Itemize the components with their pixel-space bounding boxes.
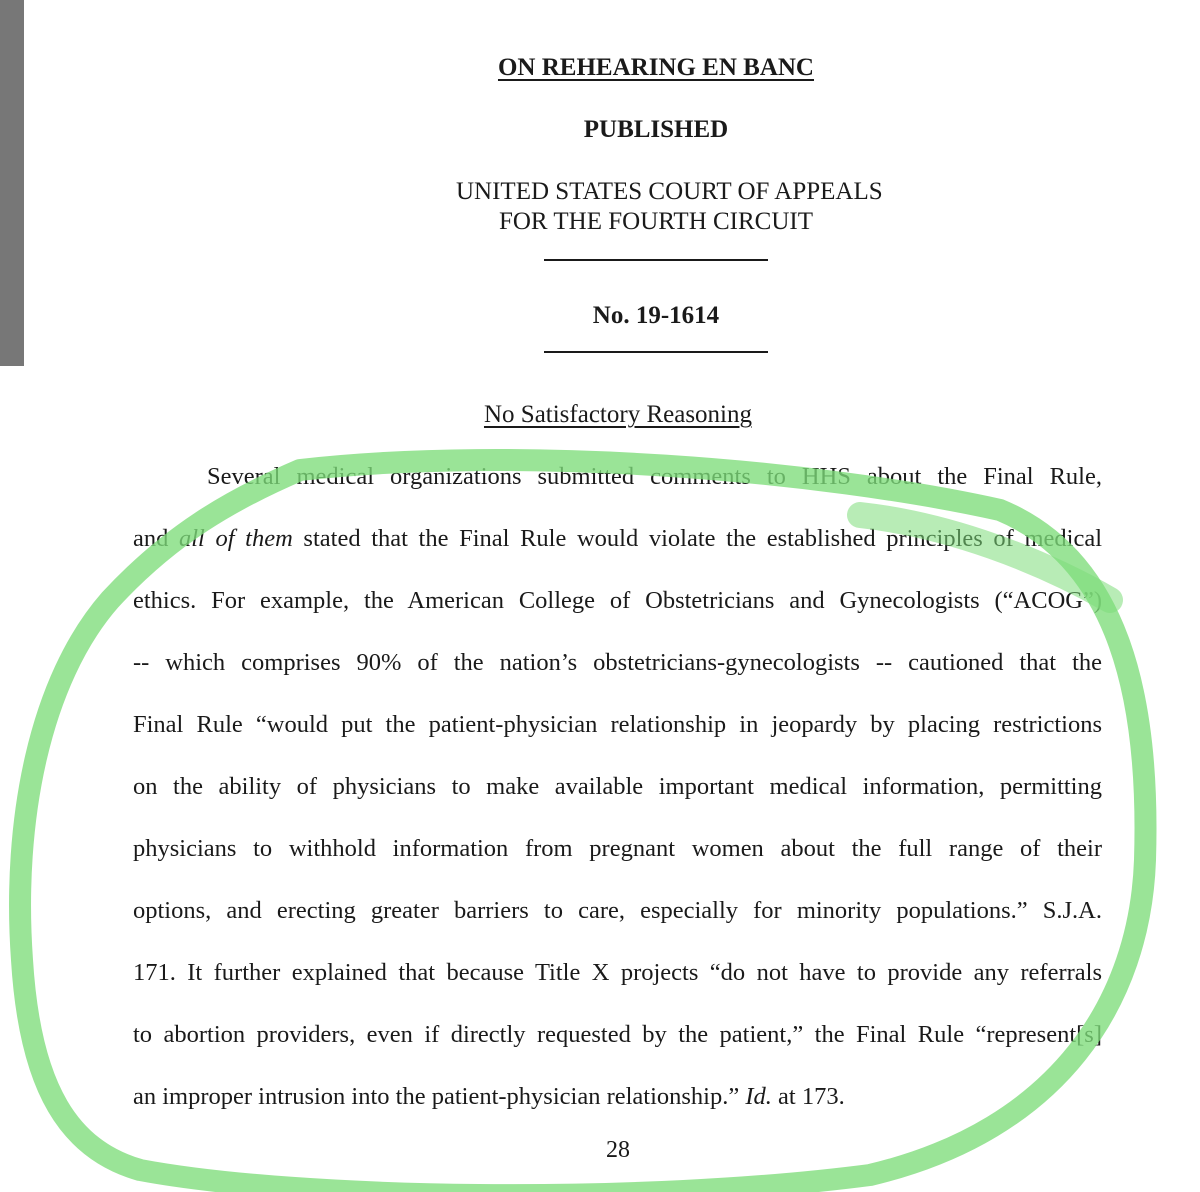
court-name-line2: FOR THE FOURTH CIRCUIT	[498, 208, 814, 235]
paragraph-line: ethics. For example, the American College of Obstetricians and Gynecologists (“ACOG”)	[133, 587, 1102, 614]
paragraph-line: on the ability of physicians to make available important medical information, permitting	[133, 773, 1102, 800]
case-caption	[0, 0, 1200, 370]
caption-divider-bottom	[544, 351, 768, 353]
paragraph-line: 171. It further explained that because Title X projects “do not have to provide any referrals	[133, 959, 1102, 986]
paragraph-line: -- which comprises 90% of the nation’s obstetricians-gynecologists -- cautioned that the	[133, 649, 1102, 676]
caption-divider-top	[544, 259, 768, 261]
page-number: 28	[606, 1137, 630, 1163]
italic-emphasis: Id.	[745, 1083, 772, 1110]
paragraph-line: and all of them stated that the Final Rule would violate the established principles of medical	[133, 525, 1103, 552]
paragraph-line: Final Rule “would put the patient-physician relationship in jeopardy by placing restrictions	[133, 711, 1102, 738]
paragraph-line: an improper intrusion into the patient-physician relationship.” Id. at 173.	[133, 1083, 845, 1110]
italic-emphasis: all of them	[179, 525, 293, 552]
paragraph-line: Several medical organizations submitted comments to HHS about the Final Rule,	[207, 463, 1102, 490]
court-name-line1: UNITED STATES COURT OF APPEALS	[456, 178, 883, 205]
paragraph-line: options, and erecting greater barriers to care, especially for minority populations.” S.J.A.	[133, 897, 1102, 924]
published-label: PUBLISHED	[583, 116, 729, 143]
section-heading: No Satisfactory Reasoning	[483, 401, 752, 428]
rehearing-label: ON REHEARING EN BANC	[497, 54, 814, 81]
paragraph-line: to abortion providers, even if directly requested by the patient,” the Final Rule “represent[s]	[133, 1021, 1102, 1048]
case-number: No. 19-1614	[592, 302, 720, 329]
paragraph-line: physicians to withhold information from pregnant women about the full range of their	[133, 835, 1102, 862]
